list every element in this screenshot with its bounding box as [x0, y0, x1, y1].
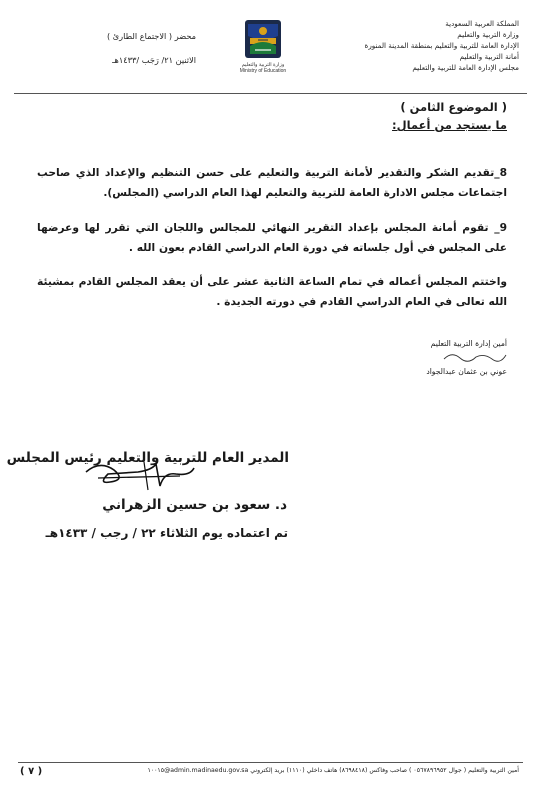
logo-caption	[228, 62, 298, 74]
logo-caption-en: Ministry of Education	[239, 68, 287, 74]
page-number: ( ٧ )	[20, 766, 43, 777]
minutes-label: محضر ( الاجتماع الطارئ )	[106, 31, 196, 41]
logo-caption-ar: وزارة التربية والتعليم	[241, 62, 285, 68]
ministry-name: وزارة التربية والتعليم	[457, 30, 519, 39]
secretary-signature-icon	[440, 349, 510, 365]
item-8-paragraph: 8_تقديم الشكر والتقدير لأمانة التربية والتعليم على حسن التنظيم والإعداد الذي صاحب اجتماعات مجلس الادارة العامة للتربية والتعليم لهذا العام الدراسي (المجلس).	[37, 166, 507, 199]
approval-line: تم اعتماده يوم الثلاثاء ٢٢ / رجب / ١٤٣٣هـ	[45, 526, 288, 540]
kingdom-name: المملكة العربية السعودية	[445, 19, 519, 28]
chair-name: د. سعود بن حسين الزهراني	[102, 497, 287, 513]
chair-signature-icon	[80, 458, 198, 500]
secretary-title: أمين إدارة التربية التعليم	[430, 339, 507, 348]
chair-title: المدير العام للتربية والتعليم رئيس المجلس	[6, 450, 289, 466]
minutes-info	[26, 30, 196, 66]
secretariat-name: أمانة التربية والتعليم	[459, 52, 519, 61]
section-heading: ما يستجد من أعمال:	[392, 118, 507, 132]
secretary-name: عوني بن عثمان عبدالجواد	[426, 367, 507, 376]
item-9-paragraph: 9_ تقوم أمانة المجلس بإعداد التقرير النهائي للمجالس واللجان التي تقرر لها وعرضها على المجلس في أول جلساته في دورة العام الدراسي القادم بعون الله .	[37, 221, 507, 254]
header-divider	[14, 93, 527, 94]
topic-heading: ( الموضوع الثامن )	[400, 100, 507, 114]
closing-paragraph: واختتم المجلس أعماله في تمام الساعة الثانية عشر على أن يعقد المجلس القادم بمشيئة الله تعالى في العام الدراسي القادم في دورته الجديدة .	[37, 275, 507, 308]
council-name: مجلس الإدارة العامة للتربية والتعليم	[412, 63, 519, 72]
letterhead-text	[319, 18, 519, 73]
directorate-name: الإدارة العامة للتربية والتعليم بمنطقة المدينة المنورة	[364, 41, 519, 50]
footer-contact: أمين التربية والتعليم ( جوال ٠٥٦٧٨٩٦٩٥٢ ) صاحب وفاكس (٨٦٩٨٤١٨) هاتف داخلي (١١١٠) بريد إلكتروني admin.madinaedu.gov.sa@١٠٠١٥	[147, 767, 519, 774]
meeting-date: الاثنين ٢١/ رَجَب /١٤٣٣هـ	[112, 55, 196, 65]
